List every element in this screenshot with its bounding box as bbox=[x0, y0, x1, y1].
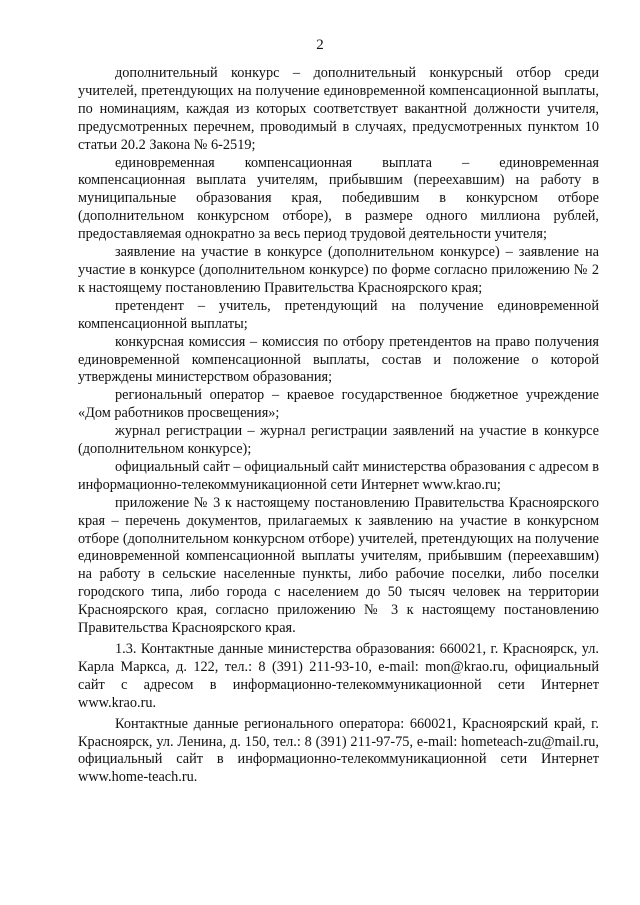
definition-regional-operator: региональный оператор – краевое государственное бюджетное учреждение «Дом работников просвещения»; bbox=[78, 387, 599, 422]
ministry-contacts: 1.3. Контактные данные министерства образования: 660021, г. Красноярск, ул. Карла Маркса, д. 122, тел.: 8 (391) 211-93-10, e-mail: mon@krao.ru, официальный сайт с адресом в информационно-телекоммуникационной сети Интернет www.krao.ru. bbox=[78, 641, 599, 711]
operator-contacts: Контактные данные регионального оператора: 660021, Красноярский край, г. Красноярск, ул. Ленина, д. 150, тел.: 8 (391) 211-97-75, e-mail: hometeach-zu@mail.ru, официальный сайт в информационно-телекоммуникационной сети Интернет www.home-teach.ru. bbox=[78, 715, 599, 786]
definition-applicant: претендент – учитель, претендующий на получение единовременной компенсационной выплаты; bbox=[78, 297, 599, 332]
definition-appendix-3: приложение № 3 к настоящему постановлению Правительства Красноярского края – перечень документов, прилагаемых к заявлению на участие в конкурсном отборе (дополнительном конкурсном отборе) учителей, претендующих на получение единовременной компенсационной выплаты учителям, прибывшим (переехавшим) на работу в сельские населенные пункты, либо рабочие поселки, либо поселки городского типа, либо города с населением до 50 тысяч человек на территории Красноярского края, согласно приложению № 3 к настоящему постановлению Правительства Красноярского края. bbox=[78, 494, 599, 637]
definition-official-site: официальный сайт – официальный сайт министерства образования с адресом в информационно-телекоммуникационной сети Интернет www.krao.ru; bbox=[78, 458, 599, 493]
definition-contest-commission: конкурсная комиссия – комиссия по отбору претендентов на право получения единовременной компенсационной выплаты, состав и положение о которой утверждены министерством образования; bbox=[78, 333, 599, 386]
definition-additional-contest: дополнительный конкурс – дополнительный конкурсный отбор среди учителей, претендующих на получение единовременной компенсационной выплаты, по номинациям, каждая из которых соответствует вакантной должности учителя, предусмотренных перечнем, проводимый в случаях, предусмотренных пунктом 10 статьи 20.2 Закона № 6-2519; bbox=[78, 65, 599, 153]
definition-application: заявление на участие в конкурсе (дополнительном конкурсе) – заявление на участие в конкурсе (дополнительном конкурсе) по форме согласно приложению № 2 к настоящему постановлению Правительства Красноярского края; bbox=[78, 244, 599, 296]
definition-compensation-payment: единовременная компенсационная выплата – единовременная компенсационная выплата учителям, прибывшим (переехавшим) на работу в муниципальные образования края, победившим в конкурсном отборе (дополнительном конкурсном отборе), в размере одного миллиона рублей, предоставляемая однократно за весь период трудовой деятельности учителя; bbox=[78, 154, 599, 243]
page-number: 2 bbox=[316, 37, 324, 53]
definition-registration-journal: журнал регистрации – журнал регистрации заявлений на участие в конкурсе (дополнительном конкурсе); bbox=[78, 423, 599, 458]
document-body bbox=[78, 65, 599, 787]
